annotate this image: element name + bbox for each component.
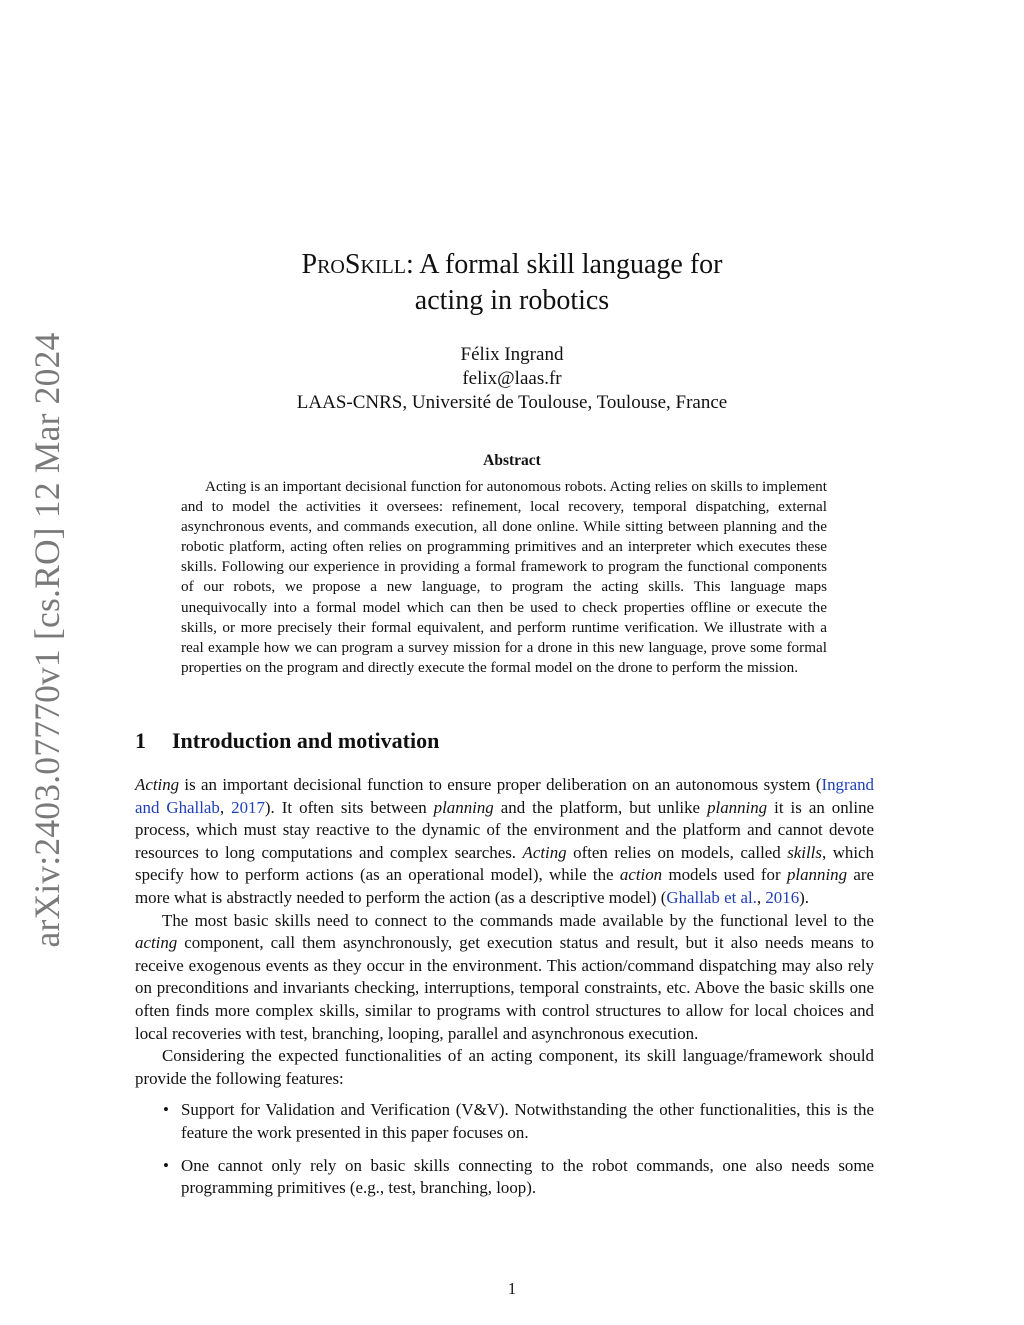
text-run: is an important decisional function to ensure proper deliberation on an autonomous system ( [179, 775, 822, 794]
emph-word: action [619, 865, 663, 885]
author-affiliation: LAAS-CNRS, Université de Toulouse, Toulouse, France [296, 392, 728, 413]
emph-word: Acting [522, 842, 567, 862]
emph-word: planning [707, 797, 768, 817]
section-number: 1 [135, 728, 146, 753]
citation-link[interactable]: Ingrand and Ghallab [135, 775, 874, 817]
emph-word: planning [786, 865, 848, 885]
title-line1-rest: : A formal skill language for [405, 249, 723, 280]
text-run: , [219, 797, 232, 817]
page-number: 1 [507, 1279, 517, 1298]
list-item-text: Support for Validation and Verification (V&V). Notwithstanding the other functionalities, this is the feature the work presented in this paper focuses on. [181, 1100, 874, 1142]
section-heading [135, 728, 439, 754]
author-email: felix@laas.fr [462, 368, 562, 389]
citation-year-link[interactable]: 2016 [765, 887, 800, 907]
text-run: models used for [662, 865, 787, 885]
author-block [0, 343, 1024, 415]
citation-link[interactable]: Ghallab et al. [666, 887, 757, 907]
text-run: often relies on models, called [566, 842, 788, 862]
text-run: ). It often sits between [264, 797, 434, 817]
title-proskill: ProSkill [301, 249, 406, 280]
text-run: and the platform, but unlike [493, 797, 708, 817]
text-run: component, call them asynchronously, get execution status and result, but it also needs means to receive exogenous events as they occur in the environment. This action/command dispatching may also rely on preconditions and invariants checking, interruptions, temporal constraints, etc. Above the basic skills one often finds more complex skills, similar to programs with control structures to allow for local choices and local recoveries with test, branching, looping, parallel and asynchronous execution. [135, 933, 874, 1043]
paragraph-1 [135, 774, 874, 910]
emph-word: Acting [135, 775, 180, 794]
arxiv-sidebar-stamp: arXiv:2403.07770v1 [cs.RO] 12 Mar 2024 [27, 332, 67, 948]
author-name: Félix Ingrand [460, 344, 564, 365]
emph-word: acting [135, 933, 178, 953]
text-run: The most basic skills need to connect to the commands made available by the functional level to the [162, 910, 874, 930]
body-text [135, 774, 874, 1210]
abstract-heading: Abstract [483, 452, 541, 469]
list-item [135, 1099, 874, 1144]
paragraph-3: Considering the expected functionalities of an acting component, its skill language/framework should provide the following features: [135, 1046, 874, 1088]
text-run: , which specify how to perform actions (as an operational model), while the [135, 842, 874, 885]
list-item-text: One cannot only rely on basic skills connecting to the robot commands, one also needs some programming primitives (e.g., test, branching, loop). [181, 1155, 874, 1198]
bullet-icon: • [163, 1155, 169, 1175]
emph-word: skills [787, 842, 822, 862]
paper-title [0, 247, 1024, 319]
section-title: Introduction and motivation [172, 728, 440, 753]
title-line2: acting in robotics [414, 285, 610, 316]
list-item [135, 1155, 874, 1200]
text-run: ). [799, 887, 809, 907]
text-run: , [756, 887, 766, 907]
text-run: are more what is abstractly needed to perform the action (as a descriptive model) ( [135, 865, 874, 907]
citation-year-link[interactable]: 2017 [231, 797, 265, 817]
emph-word: planning [433, 797, 494, 817]
paragraph-2 [135, 910, 874, 1046]
feature-list [135, 1099, 874, 1199]
text-run: it is an online process, which must stay reactive to the dynamic of the environment and the platform and cannot devote resources to long computations and complex searches. [135, 797, 875, 862]
abstract-text: Acting is an important decisional function for autonomous robots. Acting relies on skills to implement and to model the activities it oversees: refinement, local recovery, temporal dispatching, external asynchronous events, and commands execution, all done online. While sitting between planning and the robotic platform, acting often relies on programming primitives and an interpreter which executes these skills. Following our experience in providing a formal framework to program the functional components of our robots, we propose a new language, to program the acting skills. This language maps unequivocally into a formal model which can then be used to check properties offline or execute the skills, or more precisely their formal equivalent, and perform runtime verification. We illustrate with a real example how we can program a survey mission for a drone in this new language, prove some formal properties on the program and directly execute the formal model on the drone to perform the mission. [181, 478, 827, 676]
bullet-icon: • [163, 1100, 169, 1120]
